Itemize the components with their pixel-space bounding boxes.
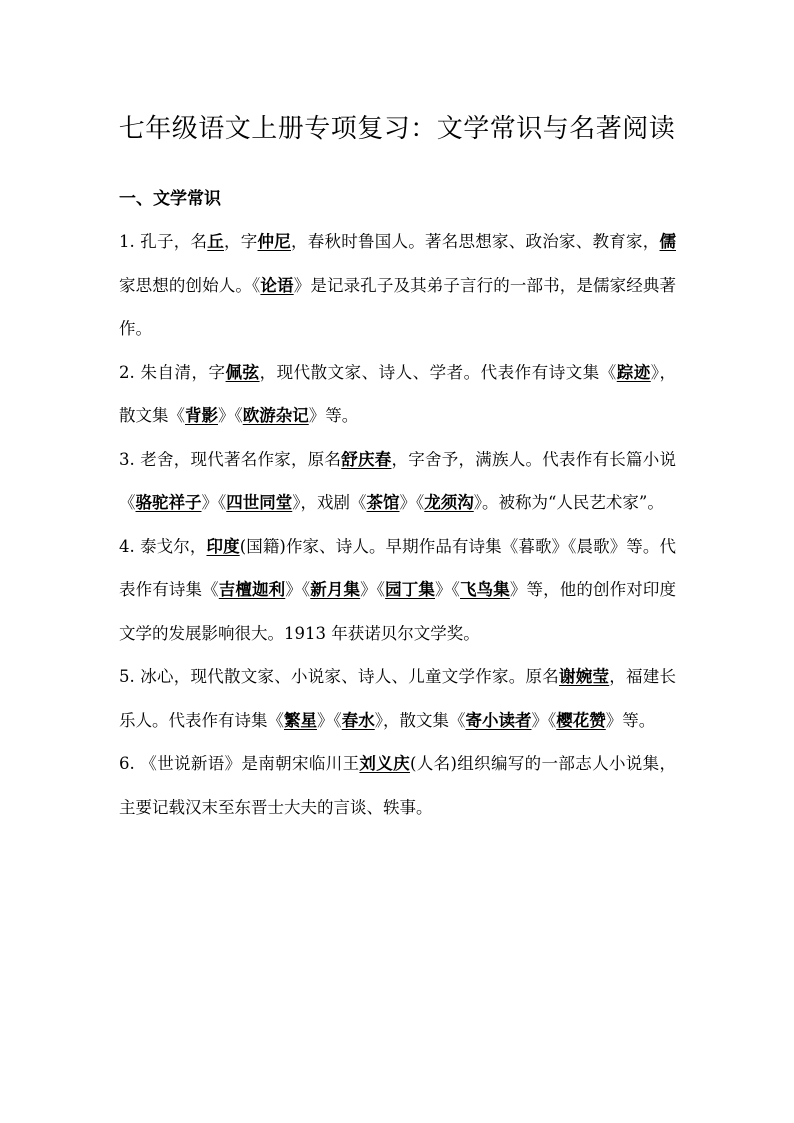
item-text: ，福建长乐人。代表作有诗集《	[119, 667, 676, 730]
literary-knowledge-list	[119, 220, 676, 829]
key-term: 印度	[206, 536, 240, 556]
item-text: 》《	[218, 406, 243, 425]
key-term: 踪迹	[616, 362, 651, 382]
key-term: 欧游杂记	[242, 406, 309, 425]
item-text: ，春秋时鲁国人。著名思想家、政治家、教育家，	[291, 232, 660, 251]
key-term: 龙须沟	[424, 493, 474, 512]
key-term: 寄小读者	[465, 710, 532, 730]
item-text: 》等。	[308, 406, 359, 425]
list-item-6	[119, 742, 676, 829]
item-text: 》《	[201, 493, 227, 512]
item-text: 》《	[317, 710, 342, 730]
key-term: 繁星	[284, 710, 317, 730]
key-term: 茶馆	[366, 493, 400, 512]
item-text: 2. 朱自清，字	[119, 362, 226, 382]
item-text: 》等，他的创作对印度文学的发展影响很大。1913 年获诺贝尔文学奖。	[119, 580, 676, 643]
item-text: 4. 泰戈尔，	[119, 536, 207, 556]
item-text: 5. 冰心，现代散文家、小说家、诗人、儿童文学作家。原名	[119, 667, 559, 686]
item-text: 》《	[435, 580, 460, 599]
item-text: 家思想的创始人。《	[119, 275, 261, 295]
item-text: ，现代散文家、诗人、学者。代表作有诗文集《	[259, 362, 617, 382]
key-term: 论语	[260, 275, 294, 295]
list-item-3	[119, 438, 676, 525]
key-term: 飞鸟集	[460, 580, 510, 599]
item-text: 1. 孔子，名	[119, 232, 208, 251]
list-item-5	[119, 655, 676, 742]
key-term: 佩弦	[225, 362, 260, 382]
item-text: 》是记录孔子及其弟子言行的一部书，是儒家经典著作。	[119, 275, 677, 338]
item-text: 》，散文集《	[374, 710, 466, 730]
key-term: 四世同堂	[226, 493, 293, 512]
key-term: 背影	[185, 406, 218, 425]
key-term: 刘义庆	[359, 754, 410, 773]
item-text: 》《	[285, 580, 311, 599]
key-term: 骆驼祥子	[135, 493, 202, 512]
item-text: (国籍)作家、诗人。早期作品有诗集《暮歌》《晨歌》等。代表作有诗集《	[119, 536, 676, 599]
item-text: ，字	[224, 232, 258, 251]
key-term: 春水	[341, 710, 375, 730]
list-item-2	[119, 351, 676, 438]
key-term: 丘	[207, 232, 224, 251]
item-text: 》。被称为“人民艺术家”。	[473, 493, 664, 512]
item-text: 6. 《世说新语》是南朝宋临川王	[119, 754, 360, 773]
item-text: 》，散文集《	[119, 362, 677, 425]
key-term: 仲尼	[257, 232, 291, 251]
key-term: 樱花赞	[556, 710, 606, 730]
key-term: 谢婉莹	[559, 667, 610, 686]
key-term: 新月集	[310, 580, 361, 599]
item-text: (人名)组织编写的一部志人小说集，主要记载汉末至东晋士大夫的言谈、轶事。	[119, 754, 676, 817]
page-title: 七年级语文上册专项复习：文学常识与名著阅读	[118, 114, 676, 144]
item-text: 》《	[531, 710, 557, 730]
item-text: ，字舍予，满族人。代表作有长篇小说《	[119, 449, 676, 512]
item-text: 》，戏剧《	[292, 493, 367, 512]
item-text: 3. 老舍，现代著名作家，原名	[119, 449, 342, 469]
item-text: 》等。	[605, 710, 656, 730]
section-heading: 一、文学常识	[119, 189, 221, 209]
key-term: 园丁集	[385, 580, 435, 599]
list-item-1	[119, 220, 676, 351]
key-term: 舒庆春	[341, 449, 392, 469]
item-text: 》《	[399, 493, 425, 512]
item-text: 》《	[360, 580, 386, 599]
key-term: 吉檀迦利	[218, 580, 286, 599]
list-item-4	[119, 525, 676, 656]
key-term: 儒	[659, 232, 676, 251]
